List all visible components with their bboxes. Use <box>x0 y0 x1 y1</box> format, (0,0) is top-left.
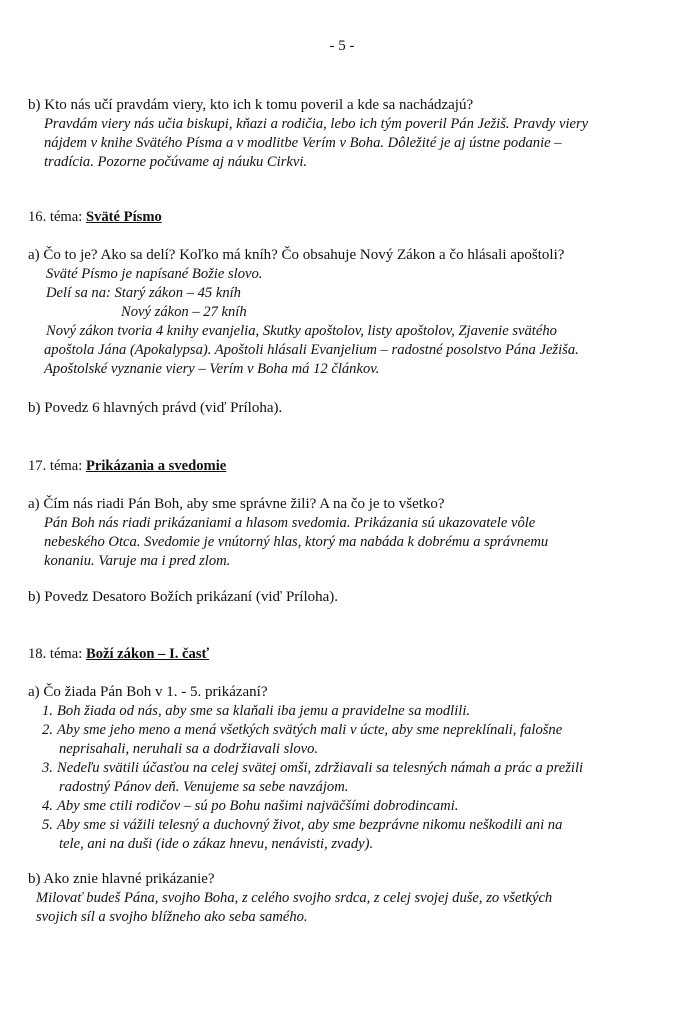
question-18b: b) Ako znie hlavné prikázanie? <box>28 871 215 887</box>
answer-16a-line-3: Nový zákon – 27 kníh <box>121 304 247 320</box>
list-item-number: 3. <box>42 760 53 776</box>
answer-16a-line-4: Nový zákon tvoria 4 knihy evanjelia, Skutky apoštolov, listy apoštolov, Zjavenie svätého <box>46 323 557 339</box>
list-item-continuation: tele, ani na duši (ide o zákaz hnevu, nenávisti, zvady). <box>59 836 374 852</box>
answer-18b-line-2: svojich síl a svojho blížneho ako seba samého. <box>36 909 308 925</box>
list-item-number: 5. <box>42 817 53 833</box>
list-item-text: Aby sme si vážili telesný a duchovný život, aby sme bezprávne nikomu neškodili ani na <box>57 817 563 833</box>
answer-16a-line-2: Delí sa na: Starý zákon – 45 kníh <box>46 285 241 301</box>
list-item-number: 2. <box>42 722 53 738</box>
section-17-prefix: 17. téma: <box>28 458 86 474</box>
section-16-heading <box>28 208 162 227</box>
section-16-title: Sväté Písmo <box>85 209 162 225</box>
list-item <box>42 759 583 778</box>
list-item-number: 1. <box>42 703 53 719</box>
list-item-text: Aby sme jeho meno a mená všetkých svätých mali v úcte, aby sme nepreklínali, falošne <box>57 722 563 738</box>
question-17b: b) Povedz Desatoro Božích prikázaní (viď Príloha). <box>28 589 339 605</box>
list-item-text: Nedeľu svätili účasťou na celej svätej omši, zdržiavali sa telesných námah a prác a prežili <box>57 760 584 776</box>
section-18-heading <box>28 645 209 664</box>
question-17a: a) Čím nás riadi Pán Boh, aby sme správne žili? A na čo je to všetko? <box>28 496 445 512</box>
section-17-title: Prikázania a svedomie <box>85 458 227 474</box>
question-16b: b) Povedz 6 hlavných právd (viď Príloha). <box>28 400 283 416</box>
answer-17a-line-2: nebeského Otca. Svedomie je vnútorný hlas, ktorý ma nabáda k dobrému a správnemu <box>44 534 549 550</box>
answer-16a-line-5: apoštola Jána (Apokalypsa). Apoštoli hlásali Evanjelium – radostné posolstvo Pána Ježiša. <box>44 342 579 358</box>
section-18-title: Boží zákon – I. časť <box>85 646 210 662</box>
list-item <box>42 816 562 835</box>
list-item-number: 4. <box>42 798 53 814</box>
list-item-continuation: neprisahali, neruhali sa a dodržiavali slovo. <box>59 741 319 757</box>
list-item-text: Boh žiada od nás, aby sme sa klaňali iba jemu a pravidelne sa modlili. <box>57 703 471 719</box>
question-16a: a) Čo to je? Ako sa delí? Koľko má kníh? Čo obsahuje Nový Zákon a čo hlásali apoštoli? <box>28 247 565 263</box>
answer-16a-line-6: Apoštolské vyznanie viery – Verím v Boha má 12 článkov. <box>44 361 380 377</box>
question-15b: b) Kto nás učí pravdám viery, kto ich k tomu poveril a kde sa nachádzajú? <box>28 97 474 113</box>
answer-15b-line-2: nájdem v knihe Svätého Písma a v modlitbe Verím v Boha. Dôležité je aj ústne podanie – <box>44 135 562 151</box>
list-item <box>42 721 562 740</box>
list-item-text: Aby sme ctili rodičov – sú po Bohu našimi najväčšími dobrodincami. <box>57 798 459 814</box>
answer-18b-line-1: Milovať budeš Pána, svojho Boha, z celého svojho srdca, z celej svojej duše, zo všetkých <box>36 890 553 906</box>
section-17-heading <box>28 457 226 476</box>
section-16-prefix: 16. téma: <box>28 209 86 225</box>
list-item <box>42 797 458 816</box>
list-item-continuation: radostný Pánov deň. Venujeme sa sebe navzájom. <box>59 779 349 795</box>
answer-17a-line-1: Pán Boh nás riadi prikázaniami a hlasom svedomia. Prikázania sú ukazovatele vôle <box>44 515 536 531</box>
answer-15b-line-3: tradícia. Pozorne počúvame aj náuku Cirkvi. <box>44 154 308 170</box>
list-item <box>42 702 470 721</box>
answer-15b-line-1: Pravdám viery nás učia biskupi, kňazi a rodičia, lebo ich tým poveril Pán Ježiš. Pravdy viery <box>44 116 589 132</box>
answer-16a-line-1: Sväté Písmo je napísané Božie slovo. <box>46 266 263 282</box>
answer-17a-line-3: konaniu. Varuje ma i pred zlom. <box>44 553 231 569</box>
question-18a: a) Čo žiada Pán Boh v 1. - 5. prikázaní? <box>28 684 268 700</box>
section-18-prefix: 18. téma: <box>28 646 86 662</box>
page-number: - 5 - <box>329 38 355 54</box>
